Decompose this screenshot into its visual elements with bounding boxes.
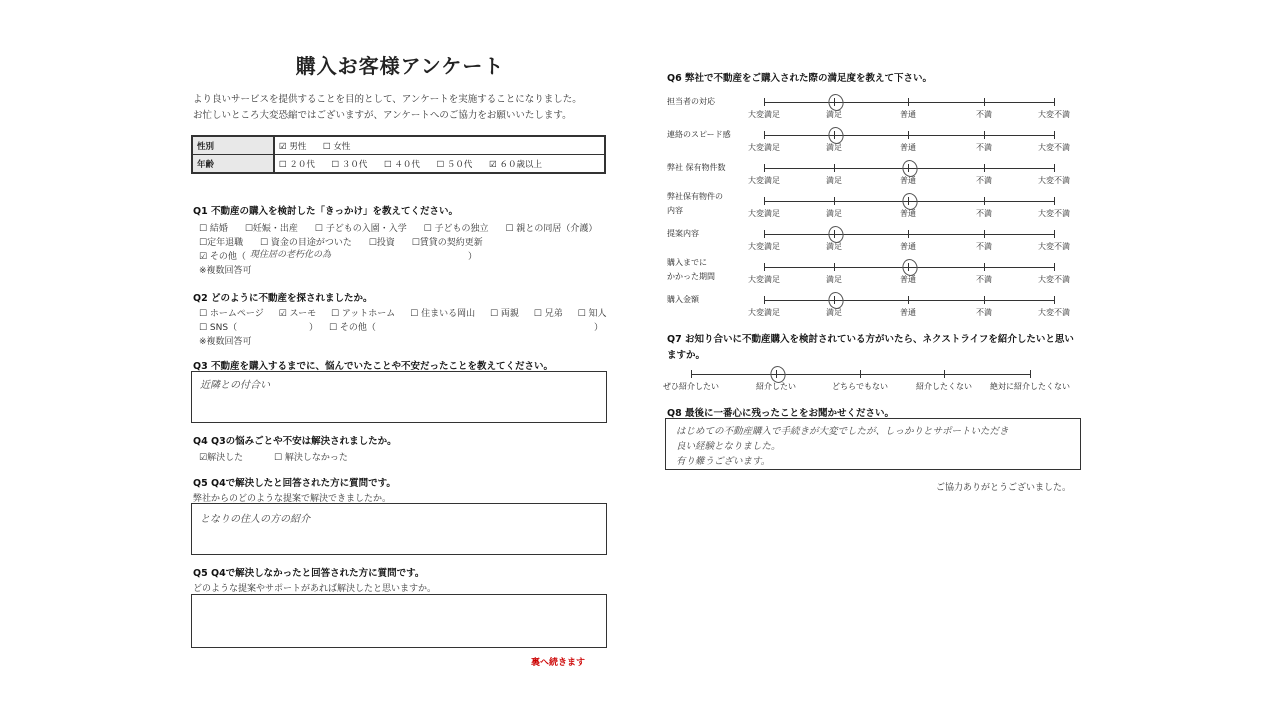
q7-scale-option-label: 絶対に紹介したくない [990,382,1070,391]
q6-scale-tick[interactable] [1054,296,1055,304]
q1-marriage-checkbox[interactable]: ☐ 結婚 [199,224,228,234]
q8-answer-line-3: 有り難うございます。 [676,456,771,467]
q2-siblings-checkbox[interactable]: ☐ 兄弟 [533,309,563,319]
survey-title: 購入お客様アンケート [295,54,505,78]
q7-scale-option-label: 紹介したくない [916,382,972,391]
q7-scale-tick[interactable] [1030,370,1031,378]
q6-item-label: 弊社 保有物件数 [667,163,726,172]
q6-scale-option-label: 満足 [826,308,842,317]
q6-scale-tick[interactable] [984,197,985,205]
age-40s-checkbox[interactable]: ☐ ４０代 [384,159,420,170]
q2-other-close: ） [594,323,604,333]
q7-scale-option-label: 紹介したい [756,382,796,391]
q1-parents-care-checkbox[interactable]: ☐ 親との同居（介護） [505,224,598,234]
q6-scale-option-label: 普通 [900,176,916,185]
q6-scale-tick[interactable] [984,98,985,106]
q7-question-line-2: ますか。 [667,350,706,361]
q5b-answer-box[interactable] [191,594,607,648]
age-options [274,155,605,174]
q7-scale-tick[interactable] [691,370,692,378]
q5a-answer: となりの住人の方の紹介 [200,514,310,525]
q6-scale-option-label: 大変不満 [1038,176,1070,185]
q2-sns-checkbox[interactable]: ☐ SNS（ [199,323,238,333]
q6-scale-option-label: 不満 [976,209,992,218]
q6-scale-tick[interactable] [1054,230,1055,238]
q6-scale-tick[interactable] [908,230,909,238]
q6-scale-option-label: 不満 [976,176,992,185]
q6-scale-tick[interactable] [764,98,765,106]
q6-item-label: 弊社保有物件の [667,192,723,201]
q6-item-label: 購入金額 [667,295,699,304]
q6-item-label: 連絡のスピード感 [667,130,731,139]
q2-athome-checkbox[interactable]: ☐ アットホーム [330,309,396,319]
gender-male-checkbox[interactable]: ☑ 男性 [279,141,307,152]
q7-scale-tick[interactable] [860,370,861,378]
q6-scale-option-label: 普通 [900,308,916,317]
thanks-text: ご協力ありがとうございました。 [936,483,1072,493]
q6-scale-option-label: 大変不満 [1038,308,1070,317]
q1-other-answer: 現住居の老朽化の為 [250,250,332,260]
q2-row-1 [199,306,607,319]
q1-question: Q1 不動産の購入を検討した「きっかけ」を教えてください。 [193,206,458,217]
q6-scale-option-label: 大変満足 [748,308,780,317]
q6-scale-tick[interactable] [908,131,909,139]
q2-other-checkbox[interactable]: ☐ その他（ [329,323,376,333]
q1-retirement-checkbox[interactable]: ☐定年退職 [199,238,244,248]
q4-unsolved-checkbox[interactable]: ☐ 解決しなかった [273,453,348,463]
q6-scale-option-label: 大変不満 [1038,110,1070,119]
q5a-answer-box[interactable] [191,503,607,555]
q5b-subquestion: どのような提案やサポートがあれば解決したと思いますか。 [193,584,437,594]
q1-child-independence-checkbox[interactable]: ☐ 子どもの独立 [423,224,489,234]
q6-scale-line [764,102,1054,103]
q6-scale-tick[interactable] [1054,98,1055,106]
q6-item-label: 購入までに [667,258,707,267]
q1-other-close: ） [468,252,478,262]
q6-scale-option-label: 大変満足 [748,176,780,185]
q1-funds-checkbox[interactable]: ☐ 資金の目途がついた [259,238,352,248]
age-20s-checkbox[interactable]: ☐ ２０代 [279,159,315,170]
q8-answer-box[interactable] [665,418,1081,470]
q1-other-checkbox[interactable]: ☑ その他（ [199,252,246,262]
q6-scale-option-label: 満足 [826,242,842,251]
q6-scale-line [764,300,1054,301]
q2-sns-close: ） [309,323,319,333]
q6-scale-tick[interactable] [984,230,985,238]
q6-scale-tick[interactable] [984,131,985,139]
respondent-info-table [191,135,606,174]
q6-item-label-line-2: 内容 [667,206,683,215]
q6-scale-option-label: 満足 [826,143,842,152]
q4-options [199,450,362,463]
q8-answer-line-2: 良い経験となりました。 [676,441,781,452]
q6-scale-option-label: 普通 [900,209,916,218]
q1-row-1 [199,221,611,234]
q6-scale-option-label: 大変満足 [748,242,780,251]
q6-scale-option-label: 普通 [900,143,916,152]
age-60plus-checkbox[interactable]: ☑ ６０歳以上 [489,159,542,170]
age-label: 年齢 [192,155,274,174]
q6-scale-option-label: 不満 [976,110,992,119]
q6-scale-tick[interactable] [1054,164,1055,172]
q3-question: Q3 不動産を購入するまでに、悩んでいたことや不安だったことを教えてください。 [193,361,553,372]
q6-scale-option-label: 満足 [826,275,842,284]
q5b-question: Q5 Q4で解決しなかったと回答された方に質問です。 [193,568,425,579]
q6-scale-option-label: 大変不満 [1038,209,1070,218]
q6-scale-tick[interactable] [834,197,835,205]
q7-scale-tick[interactable] [944,370,945,378]
q8-answer-line-1: はじめての不動産購入で手続きが大変でしたが、しっかりとサポートいただき [676,426,1009,437]
q6-scale-tick[interactable] [764,230,765,238]
q5a-subquestion: 弊社からのどのような提案で解決できましたか。 [193,494,392,504]
q6-scale-option-label: 満足 [826,209,842,218]
q6-scale-option-label: 不満 [976,308,992,317]
gender-label: 性別 [192,136,274,155]
continue-note: 裏へ続きます [531,658,586,668]
q6-scale-option-label: 大変満足 [748,143,780,152]
intro-line-1: より良いサービスを提供することを目的として、アンケートを実施することになりました。 [193,94,582,105]
q6-scale-tick[interactable] [1054,263,1055,271]
gender-options [274,136,605,155]
q6-scale-option-label: 普通 [900,275,916,284]
q6-scale-option-label: 大変不満 [1038,143,1070,152]
q4-question: Q4 Q3の悩みごとや不安は解決されましたか。 [193,436,397,447]
q2-suumo-checkbox[interactable]: ☑ スーモ [278,309,317,319]
q5a-question: Q5 Q4で解決したと回答された方に質問です。 [193,478,396,489]
q1-row-2 [199,235,497,248]
q6-scale-tick[interactable] [1054,197,1055,205]
q7-question-line-1: Q7 お知り合いに不動産購入を検討されている方がいたら、ネクストライフを紹介したいと思い [667,334,1074,345]
q6-item-label: 提案内容 [667,229,699,238]
q6-scale-option-label: 普通 [900,242,916,251]
q6-scale-option-label: 満足 [826,110,842,119]
q6-scale-option-label: 大変満足 [748,275,780,284]
q6-scale-tick[interactable] [908,98,909,106]
q6-scale-option-label: 大変不満 [1038,242,1070,251]
q6-scale-tick[interactable] [908,296,909,304]
gender-female-checkbox[interactable]: ☐ 女性 [323,141,351,152]
q6-scale-line [764,135,1054,136]
q6-scale-option-label: 大変不満 [1038,275,1070,284]
q8-question: Q8 最後に一番心に残ったことをお聞かせください。 [667,408,894,419]
q6-scale-tick[interactable] [764,164,765,172]
q6-scale-tick[interactable] [834,263,835,271]
q6-item-label-line-2: かかった期間 [667,272,715,281]
q6-scale-option-label: 不満 [976,143,992,152]
q1-lease-renewal-checkbox[interactable]: ☐賃貸の契約更新 [411,238,483,248]
q2-homepage-checkbox[interactable]: ☐ ホームページ [199,309,264,319]
q6-scale-tick[interactable] [764,263,765,271]
q1-note: ※複数回答可 [199,266,252,276]
q6-scale-option-label: 満足 [826,176,842,185]
q6-scale-tick[interactable] [984,296,985,304]
q2-sumairu-checkbox[interactable]: ☐ 住まいる岡山 [410,309,476,319]
q6-scale-tick[interactable] [764,296,765,304]
q6-scale-tick[interactable] [1054,131,1055,139]
q6-question: Q6 弊社で不動産をご購入された際の満足度を教えて下さい。 [667,73,932,84]
q6-scale-option-label: 大変満足 [748,209,780,218]
q1-pregnancy-checkbox[interactable]: ☐妊娠・出産 [244,224,298,234]
q3-answer-box[interactable] [191,371,607,423]
intro-line-2: お忙しいところ大変恐縮ではございますが、アンケートへのご協力をお願いいたします。 [193,110,572,121]
q6-scale-tick[interactable] [984,263,985,271]
q1-investment-checkbox[interactable]: ☐投資 [368,238,395,248]
q6-scale-option-label: 普通 [900,110,916,119]
q7-scale-option-label: ぜひ紹介したい [663,382,719,391]
q4-solved-checkbox[interactable]: ☑解決した [199,453,244,463]
age-30s-checkbox[interactable]: ☐ ３０代 [331,159,368,170]
q6-scale-tick[interactable] [984,164,985,172]
q2-acquaintance-checkbox[interactable]: ☐ 知人 [577,309,607,319]
q6-item-label: 担当者の対応 [667,97,715,106]
age-50s-checkbox[interactable]: ☐ ５０代 [436,159,473,170]
q2-note: ※複数回答可 [199,337,252,347]
q6-scale-tick[interactable] [764,131,765,139]
q3-answer: 近隣との付合い [200,380,270,391]
q1-school-checkbox[interactable]: ☐ 子どもの入園・入学 [314,224,407,234]
q6-scale-option-label: 不満 [976,275,992,284]
q6-scale-tick[interactable] [764,197,765,205]
q6-scale-option-label: 大変満足 [748,110,780,119]
q6-scale-tick[interactable] [834,164,835,172]
q7-scale-option-label: どちらでもない [832,382,888,391]
q2-parents-checkbox[interactable]: ☐ 両親 [489,309,519,319]
q6-scale-line [764,234,1054,235]
q2-question: Q2 どのように不動産を探されましたか。 [193,293,373,304]
q6-scale-option-label: 不満 [976,242,992,251]
